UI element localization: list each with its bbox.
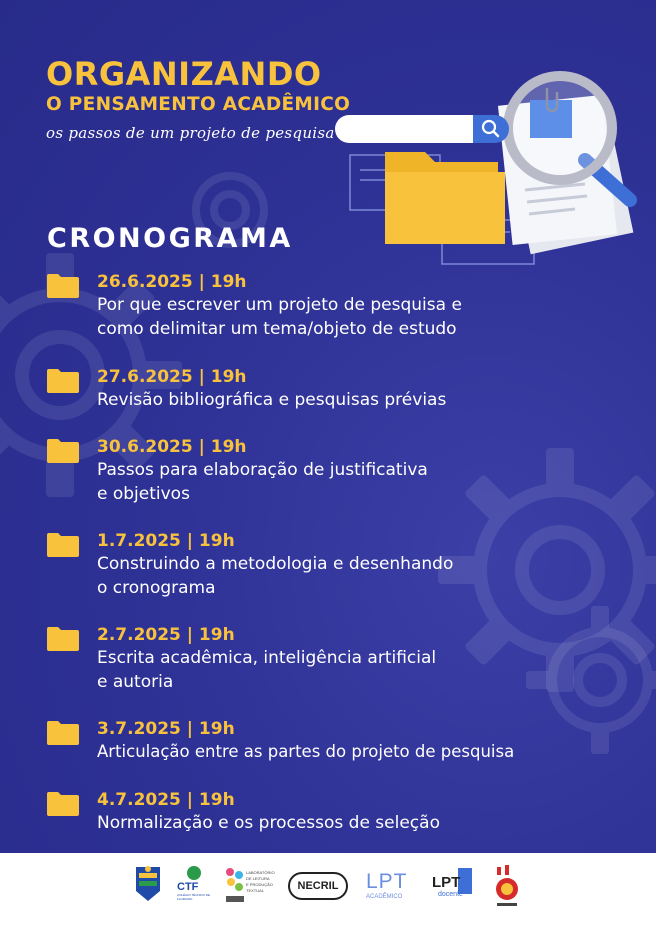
search-button bbox=[473, 115, 509, 143]
schedule-description bbox=[97, 458, 428, 506]
lpt-label: LPT bbox=[366, 870, 408, 893]
lpt-docente-logo bbox=[432, 862, 476, 910]
lab-label: DE LEITURA bbox=[246, 876, 270, 881]
schedule-line: Passos para elaboração de justificativa bbox=[97, 460, 428, 480]
page-tagline: os passos de um projeto de pesquisa bbox=[46, 124, 335, 142]
lab-label: E PRODUÇÃO bbox=[246, 882, 273, 887]
schedule-date: 3.7.2025 | 19h bbox=[97, 719, 235, 739]
ctf-logo bbox=[177, 862, 213, 910]
schedule-description bbox=[97, 811, 440, 835]
ctf-mark-icon bbox=[187, 866, 201, 880]
search-icon bbox=[473, 115, 509, 143]
page-title: ORGANIZANDO bbox=[46, 55, 322, 93]
folder-icon bbox=[47, 368, 79, 393]
lpt-sub-label: ACADÊMICO bbox=[366, 894, 403, 900]
folder-icon bbox=[47, 720, 79, 745]
schedule-line: Revisão bibliográfica e pesquisas prévias bbox=[97, 390, 447, 410]
folder-icon bbox=[47, 532, 79, 557]
page-subtitle: O PENSAMENTO ACADÊMICO bbox=[46, 94, 351, 115]
folder-icon bbox=[47, 438, 79, 463]
section-title: CRONOGRAMA bbox=[47, 223, 293, 254]
lpt-academico-logo bbox=[366, 862, 422, 910]
schedule-line: Escrita acadêmica, inteligência artificial bbox=[97, 648, 437, 668]
lab-mark-icon bbox=[224, 866, 246, 906]
schedule-description bbox=[97, 646, 436, 694]
folder-icon bbox=[47, 791, 79, 816]
ctf-label: CTF bbox=[177, 881, 199, 893]
ctf-sub-label: COLÉGIO TÉCNICO DE FLORIANO bbox=[177, 893, 210, 901]
lpt-docente-sub-label: docente bbox=[438, 891, 463, 898]
schedule-description bbox=[97, 552, 453, 600]
lab-label: TEXTUAL bbox=[246, 888, 265, 893]
schedule-line: Normalização e os processos de seleção bbox=[97, 813, 440, 833]
documents-illustration-icon bbox=[340, 60, 650, 270]
university-seal-logo bbox=[134, 862, 162, 910]
schedule-line: Construindo a metodologia e desenhando bbox=[97, 554, 454, 574]
search-input bbox=[335, 115, 475, 143]
schedule-line: como delimitar um tema/objeto de estudo bbox=[97, 319, 457, 339]
header bbox=[46, 56, 350, 142]
necril-logo bbox=[288, 862, 350, 910]
schedule-line: Articulação entre as partes do projeto de pesquisa bbox=[97, 742, 515, 761]
schedule-date: 1.7.2025 | 19h bbox=[97, 531, 235, 551]
schedule-line: o cronograma bbox=[97, 578, 216, 598]
schedule-date: 2.7.2025 | 19h bbox=[97, 625, 235, 645]
schedule-date: 26.6.2025 | 19h bbox=[97, 272, 247, 292]
schedule-line: e autoria bbox=[97, 672, 174, 692]
schedule-date: 30.6.2025 | 19h bbox=[97, 437, 247, 457]
schedule-line: Por que escrever um projeto de pesquisa e bbox=[97, 295, 462, 315]
schedule-description bbox=[97, 293, 462, 341]
schedule-line: e objetivos bbox=[97, 484, 190, 504]
folder-icon bbox=[47, 626, 79, 651]
folder-icon bbox=[47, 273, 79, 298]
reading-lab-logo bbox=[224, 862, 276, 910]
schedule-date: 27.6.2025 | 19h bbox=[97, 367, 247, 387]
lab-label: LABORATÓRIO bbox=[246, 870, 275, 875]
schedule-description bbox=[97, 388, 446, 412]
necril-label: NECRIL bbox=[288, 872, 348, 900]
gear-decoration-icon bbox=[520, 600, 656, 760]
partner-emblem-logo bbox=[493, 862, 521, 910]
schedule-description bbox=[97, 740, 514, 764]
lpt-docente-label: LPT bbox=[432, 874, 461, 891]
schedule-date: 4.7.2025 | 19h bbox=[97, 790, 235, 810]
